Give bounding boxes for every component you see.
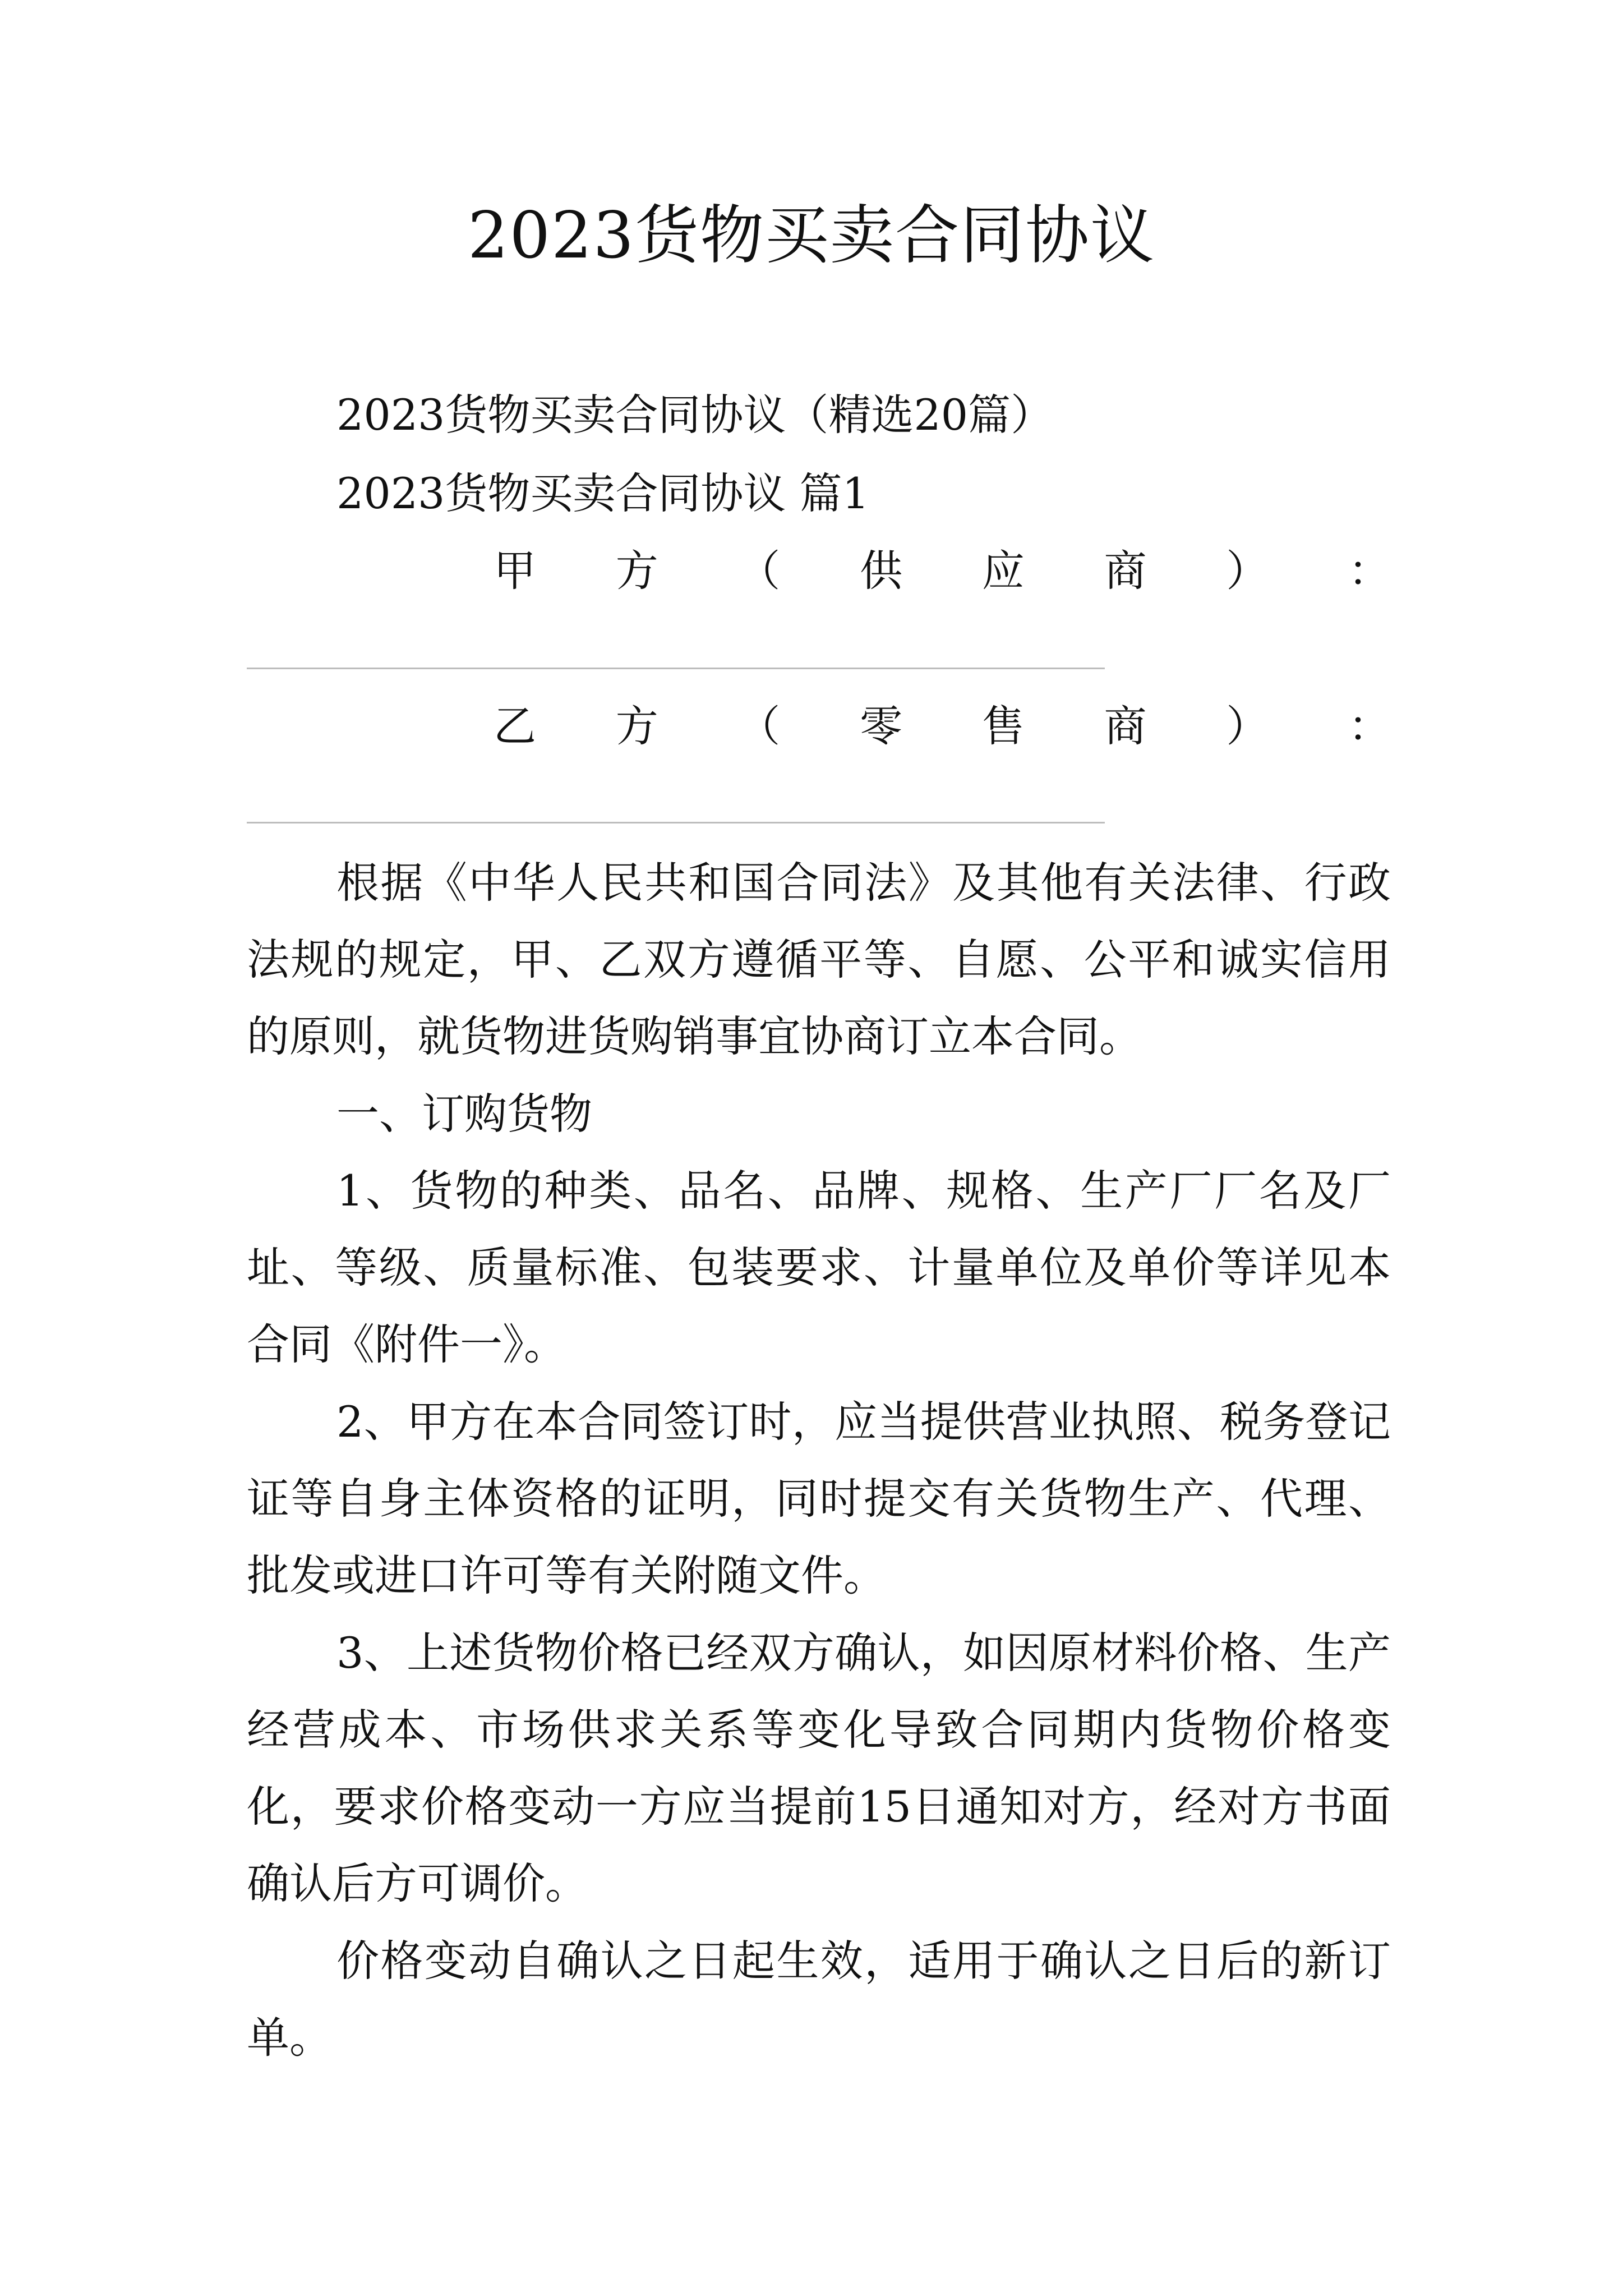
document-title: 2023货物买卖合同协议 <box>467 198 1156 273</box>
party-b-char: 方 <box>615 701 658 751</box>
party-a-char: 甲 <box>494 546 536 596</box>
party-a-char: 供 <box>860 546 903 596</box>
party-a-blank-line <box>247 668 1105 669</box>
section-heading-goods: 一、订购货物 <box>336 1089 592 1139</box>
subtitle-part: 2023货物买卖合同协议 篇1 <box>336 468 869 518</box>
party-a-char: ： <box>1348 546 1391 596</box>
party-a-char: 商 <box>1104 546 1147 596</box>
party-b-blank-line <box>247 822 1105 823</box>
clause-2-paragraph: 2、甲方在本合同签订时，应当提供营业执照、税务登记证等自身主体资格的证明，同时提交有关货物生产、代理、批发或进口许可等有关附随文件。 <box>247 1397 1391 1600</box>
party-a-char: 方 <box>615 546 658 596</box>
party-b-char: ） <box>1226 701 1269 751</box>
party-a-char: 应 <box>981 546 1025 596</box>
party-b-char: 商 <box>1104 701 1147 751</box>
intro-paragraph: 根据《中华人民共和国合同法》及其他有关法律、行政法规的规定，甲、乙双方遵循平等、自愿、公平和诚实信用的原则，就货物进货购销事宜协商订立本合同。 <box>247 858 1391 1061</box>
party-a-label <box>494 543 1391 599</box>
subtitle-collection: 2023货物买卖合同协议（精选20篇） <box>336 390 1054 440</box>
party-b-char: ： <box>1348 701 1391 751</box>
clause-3-paragraph: 3、上述货物价格已经双方确认，如因原材料价格、生产经营成本、市场供求关系等变化导致合同期内货物价格变化，要求价格变动一方应当提前15日通知对方，经对方书面确认后方可调价。 <box>247 1628 1391 1908</box>
clause-3-continuation-paragraph: 价格变动自确认之日起生效，适用于确认之日后的新订单。 <box>247 1936 1391 2063</box>
party-b-char: 售 <box>981 701 1025 751</box>
party-b-char: （ <box>737 701 781 751</box>
party-b-char: 乙 <box>494 701 536 751</box>
party-b-char: 零 <box>860 701 903 751</box>
party-b-label <box>494 698 1391 754</box>
clause-1-paragraph: 1、货物的种类、品名、品牌、规格、生产厂厂名及厂址、等级、质量标准、包装要求、计量单位及单价等详见本合同《附件一》。 <box>247 1166 1391 1369</box>
party-a-char: （ <box>737 546 781 596</box>
party-a-char: ） <box>1226 546 1269 596</box>
